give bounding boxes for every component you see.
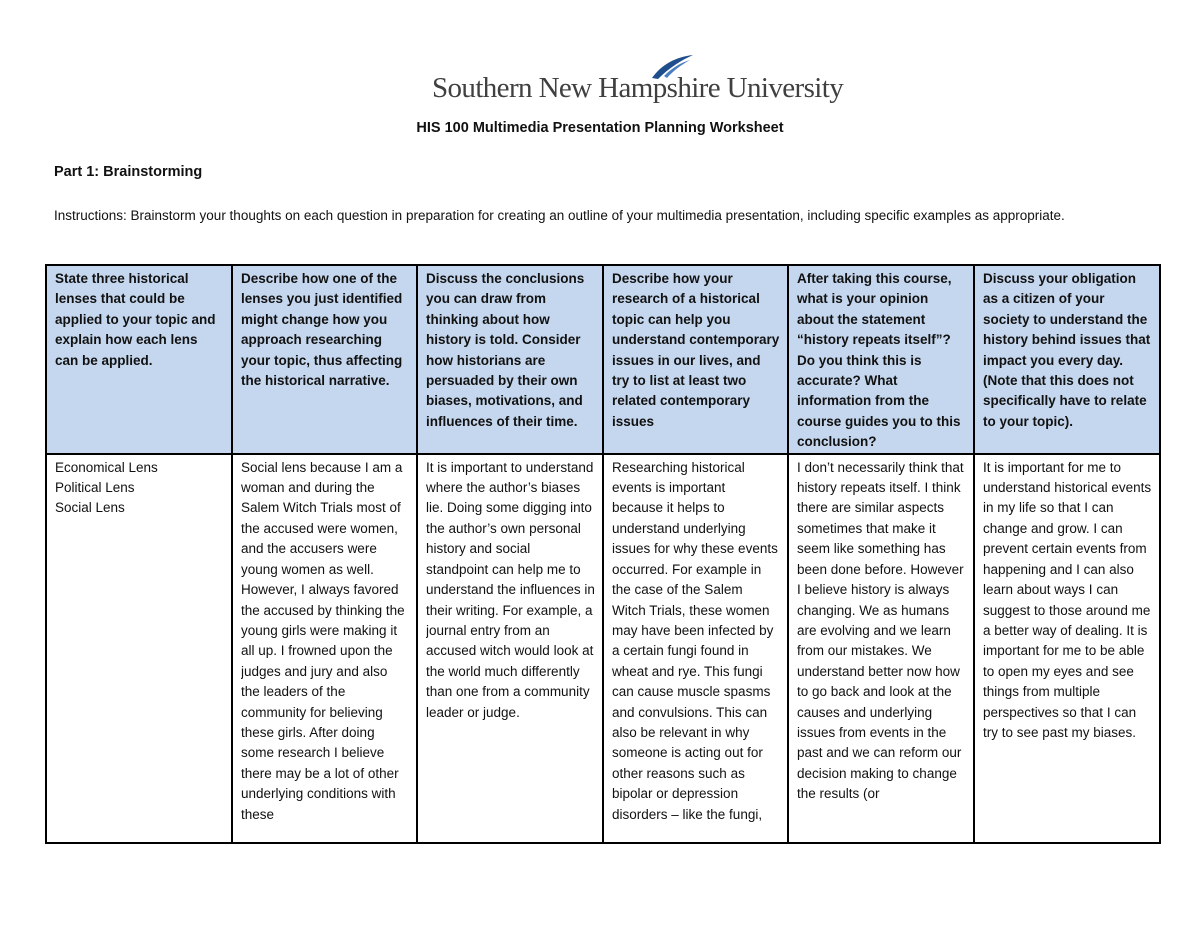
- answer-text: It is important for me to understand historical events in my life so that I can change and grow. I can prevent certain events from happening and I can also learn about ways I can suggest to those around me a better way of dealing. It is important for me to be able to open my eyes and see things from multiple perspectives so that I can try to see past my biases.: [983, 459, 1152, 740]
- instructions-text: Instructions: Brainstorm your thoughts on each question in preparation for creating an outline of your multimedia presentation, including specific examples as appropriate.: [54, 208, 1065, 223]
- answer-text: It is important to understand where the author’s biases lie. Doing some digging into the author’s own personal history and social standpoint can help me to understand the influences in their writing. For example, a journal entry from an accused witch would look at the world much differently than one from a community leader or judge.: [426, 459, 595, 720]
- column-header-lenses: State three historical lenses that could be applied to your topic and explain how each lens can be applied.: [46, 265, 232, 454]
- part-heading: Part 1: Brainstorming: [54, 164, 203, 180]
- document-title: HIS 100 Multimedia Presentation Planning Worksheet: [416, 120, 784, 136]
- answer-text: Social lens because I am a woman and during the Salem Witch Trials most of the accused were women, and the accusers were young women as well. However, I always favored the accused by thinking the young girls were making it all up. I frowned upon the judges and jury and also the leaders of the community for believing these girls. After doing some research I believe there may be a lot of other underlying conditions with these: [241, 459, 405, 822]
- answer-text: Economical Lens Political Lens Social Lens: [55, 459, 158, 516]
- answer-cell-approach[interactable]: [232, 454, 417, 843]
- answer-text: I don’t necessarily think that history repeats itself. I think there are similar aspects sometimes that make it seem like something has been done before. However I believe history is always changing. We as humans are evolving and we learn from our mistakes. We understand better now how to go back and look at the causes and underlying issues from events in the past and we can reform our decision making to change the results (or: [797, 459, 964, 802]
- university-logo: [432, 54, 844, 104]
- column-header-conclusions: Discuss the conclusions you can draw from thinking about how history is told. Consider how historians are persuaded by their own biases, motivations, and influences of their time.: [417, 265, 603, 454]
- table-row: [46, 454, 1160, 843]
- answer-cell-history-repeats[interactable]: [788, 454, 974, 843]
- table-header-row: [46, 265, 1160, 454]
- column-header-history-repeats: After taking this course, what is your opinion about the statement “history repeats itself”? Do you think this is accurate? What information from the course guides you to this conclusion?: [788, 265, 974, 454]
- column-header-obligation: Discuss your obligation as a citizen of your society to understand the history behind issues that impact you every day. (Note that this does not specifically have to relate to your topic).: [974, 265, 1160, 454]
- answer-cell-contemporary-issues[interactable]: [603, 454, 788, 843]
- column-header-contemporary-issues: Describe how your research of a historical topic can help you understand contemporary issues in our lives, and try to list at least two related contemporary issues: [603, 265, 788, 454]
- logo-text: Southern New Hampshire University: [432, 72, 844, 104]
- answer-text: Researching historical events is important because it helps to understand underlying issues for why these events occurred. For example in the case of the Salem Witch Trials, these women may have been infected by a certain fungi found in wheat and rye. This fungi can cause muscle spasms and convulsions. This can also be relevant in why someone is acting out for other reasons such as bipolar or depression disorders – like the fungi,: [612, 459, 778, 822]
- answer-cell-conclusions[interactable]: [417, 454, 603, 843]
- answer-cell-lenses[interactable]: [46, 454, 232, 843]
- column-header-approach: Describe how one of the lenses you just identified might change how you approach researching your topic, thus affecting the historical narrative.: [232, 265, 417, 454]
- answer-cell-obligation[interactable]: [974, 454, 1160, 843]
- planning-table: [45, 264, 1161, 844]
